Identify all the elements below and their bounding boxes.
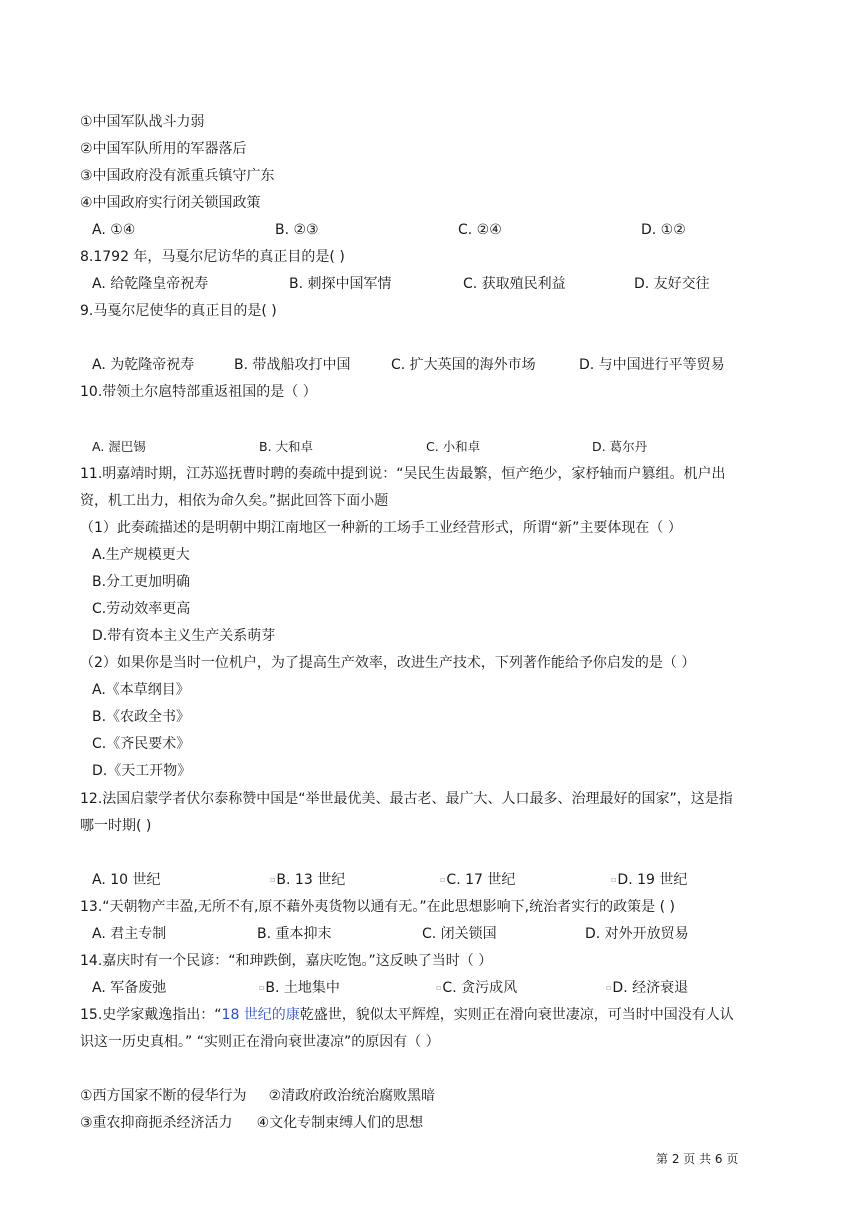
question-11-stem-line1: 11.明嘉靖时期，江苏巡抚曹时聘的奏疏中提到说：“吴民生齿最繁，恒产绝少，家杼轴而户篡组。机户出 [80,466,726,482]
q15-stem-highlight: 18 世纪的康 [221,1007,300,1023]
q7-option-d: D. ①② [641,222,686,238]
q15-items-row2 [80,1113,423,1133]
bullet-dot-icon: ▫ [440,875,446,884]
q15-item-4: ④文化专制束缚人们的思想 [256,1115,424,1131]
q15-item-2: ②清政府政治统治腐败黑暗 [268,1088,436,1104]
q13-option-a: A. 君主专制 [92,926,167,942]
q11-sub1-option-a: A.生产规模更大 [92,547,190,563]
q12-option-b [270,870,345,890]
q7-option-a: A. ①④ [92,222,136,238]
statement-item: ③中国政府没有派重兵镇守广东 [80,168,275,184]
q12-option-b-text: B. 13 世纪 [276,872,346,888]
q14-option-c-text: C. 贪污成风 [442,980,518,996]
question-13-stem: 13.“天朝物产丰盈,无所不有,原不藉外夷货物以通有无。”在此思想影响下,统治者实行的政策是 ( ) [80,899,675,915]
q11-sub1-option-b: B.分工更加明确 [92,574,191,590]
q11-sub1-option-c: C.劳动效率更高 [92,601,191,617]
q9-option-c: C. 扩大英国的海外市场 [391,357,536,373]
question-8-stem: 8.1792 年，马戛尔尼访华的真正目的是( ) [80,249,345,265]
q12-option-a: A. 10 世纪 [92,872,161,888]
question-15-stem-line1 [80,1005,734,1025]
q10-option-a: A. 渥巴锡 [92,439,146,454]
q12-option-c [440,870,515,890]
q8-option-d: D. 友好交往 [634,276,710,292]
q11-sub2-option-c: C.《齐民要术》 [92,736,191,752]
statement-item: ①中国军队战斗力弱 [80,114,205,130]
q14-option-c [436,978,517,998]
q12-option-c-text: C. 17 世纪 [446,872,516,888]
bullet-dot-icon: ▫ [270,875,276,884]
question-10-stem: 10.带领土尔扈特部重返祖国的是（ ） [80,384,317,400]
q11-sub2-option-b: B.《农政全书》 [92,709,191,725]
q9-option-b: B. 带战船攻打中国 [234,357,351,373]
bullet-dot-icon: ▫ [436,983,442,992]
q15-item-3: ③重农抑商扼杀经济活力 [80,1115,233,1131]
q14-option-b-text: B. 土地集中 [265,980,340,996]
question-12-stem-line1: 12.法国启蒙学者伏尔泰称赞中国是“举世最优美、最古老、最广大、人口最多、治理最好的国家”，这是指 [80,791,733,807]
question-12-stem-line2: 哪一时期( ) [80,818,152,834]
q12-option-d [611,870,687,890]
q10-option-b: B. 大和卓 [259,439,314,454]
q15-stem-prefix: 15.史学家戴逸指出：“ [80,1007,222,1023]
q14-option-b [259,978,340,998]
bullet-dot-icon: ▫ [259,983,265,992]
q12-option-d-text: D. 19 世纪 [617,872,688,888]
q11-sub1-option-d: D.带有资本主义生产关系萌芽 [92,628,276,644]
q14-option-a: A. 军备废弛 [92,980,167,996]
q7-option-b: B. ②③ [275,222,319,238]
statement-item: ②中国军队所用的军器落后 [80,141,247,157]
question-11-stem-line2: 资，机工出力，相依为命久矣。”据此回答下面小题 [80,493,389,509]
q14-option-d-text: D. 经济衰退 [612,980,689,996]
question-9-stem: 9.马戛尔尼使华的真正目的是( ) [80,303,277,319]
q15-stem-rest: 乾盛世，貌似太平辉煌，实则正在滑向衰世凄凉，可当时中国没有人认 [299,1007,734,1023]
q9-option-a: A. 为乾隆帝祝寿 [92,357,195,373]
q10-option-d: D. 葛尔丹 [592,439,648,454]
bullet-dot-icon: ▫ [606,983,612,992]
question-14-stem: 14.嘉庆时有一个民谚：“和珅跌倒，嘉庆吃饱。”这反映了当时（ ） [80,953,493,969]
question-11-sub2-stem: （2）如果你是当时一位机户，为了提高生产效率，改进生产技术，下列著作能给予你启发的是（ ） [80,655,696,671]
bullet-dot-icon: ▫ [611,875,617,884]
q13-option-b: B. 重本抑末 [257,926,332,942]
q13-option-c: C. 闭关锁国 [422,926,497,942]
q8-option-a: A. 给乾隆皇帝祝寿 [92,276,209,292]
q15-items-row1 [80,1086,435,1106]
q11-sub2-option-a: A.《本草纲目》 [92,682,190,698]
question-15-stem-line2: 识这一历史真相。” “实则正在滑向衰世凄凉”的原因有（ ） [80,1034,440,1050]
q9-option-d: D. 与中国进行平等贸易 [579,357,725,373]
statement-item: ④中国政府实行闭关锁国政策 [80,195,261,211]
page-number-footer: 第 2 页 共 6 页 [656,1152,739,1166]
q13-option-d: D. 对外开放贸易 [585,926,689,942]
q10-option-c: C. 小和卓 [426,439,481,454]
q7-option-c: C. ②④ [458,222,502,238]
q11-sub2-option-d: D.《天工开物》 [92,763,192,779]
q8-option-c: C. 获取殖民利益 [463,276,566,292]
q8-option-b: B. 刺探中国军情 [289,276,392,292]
question-11-sub1-stem: （1）此奏疏描述的是明朝中期江南地区一种新的工场手工业经营形式，所谓“新”主要体现在（ ） [80,520,682,536]
q15-item-1: ①西方国家不断的侵华行为 [80,1088,247,1104]
q14-option-d [606,978,688,998]
